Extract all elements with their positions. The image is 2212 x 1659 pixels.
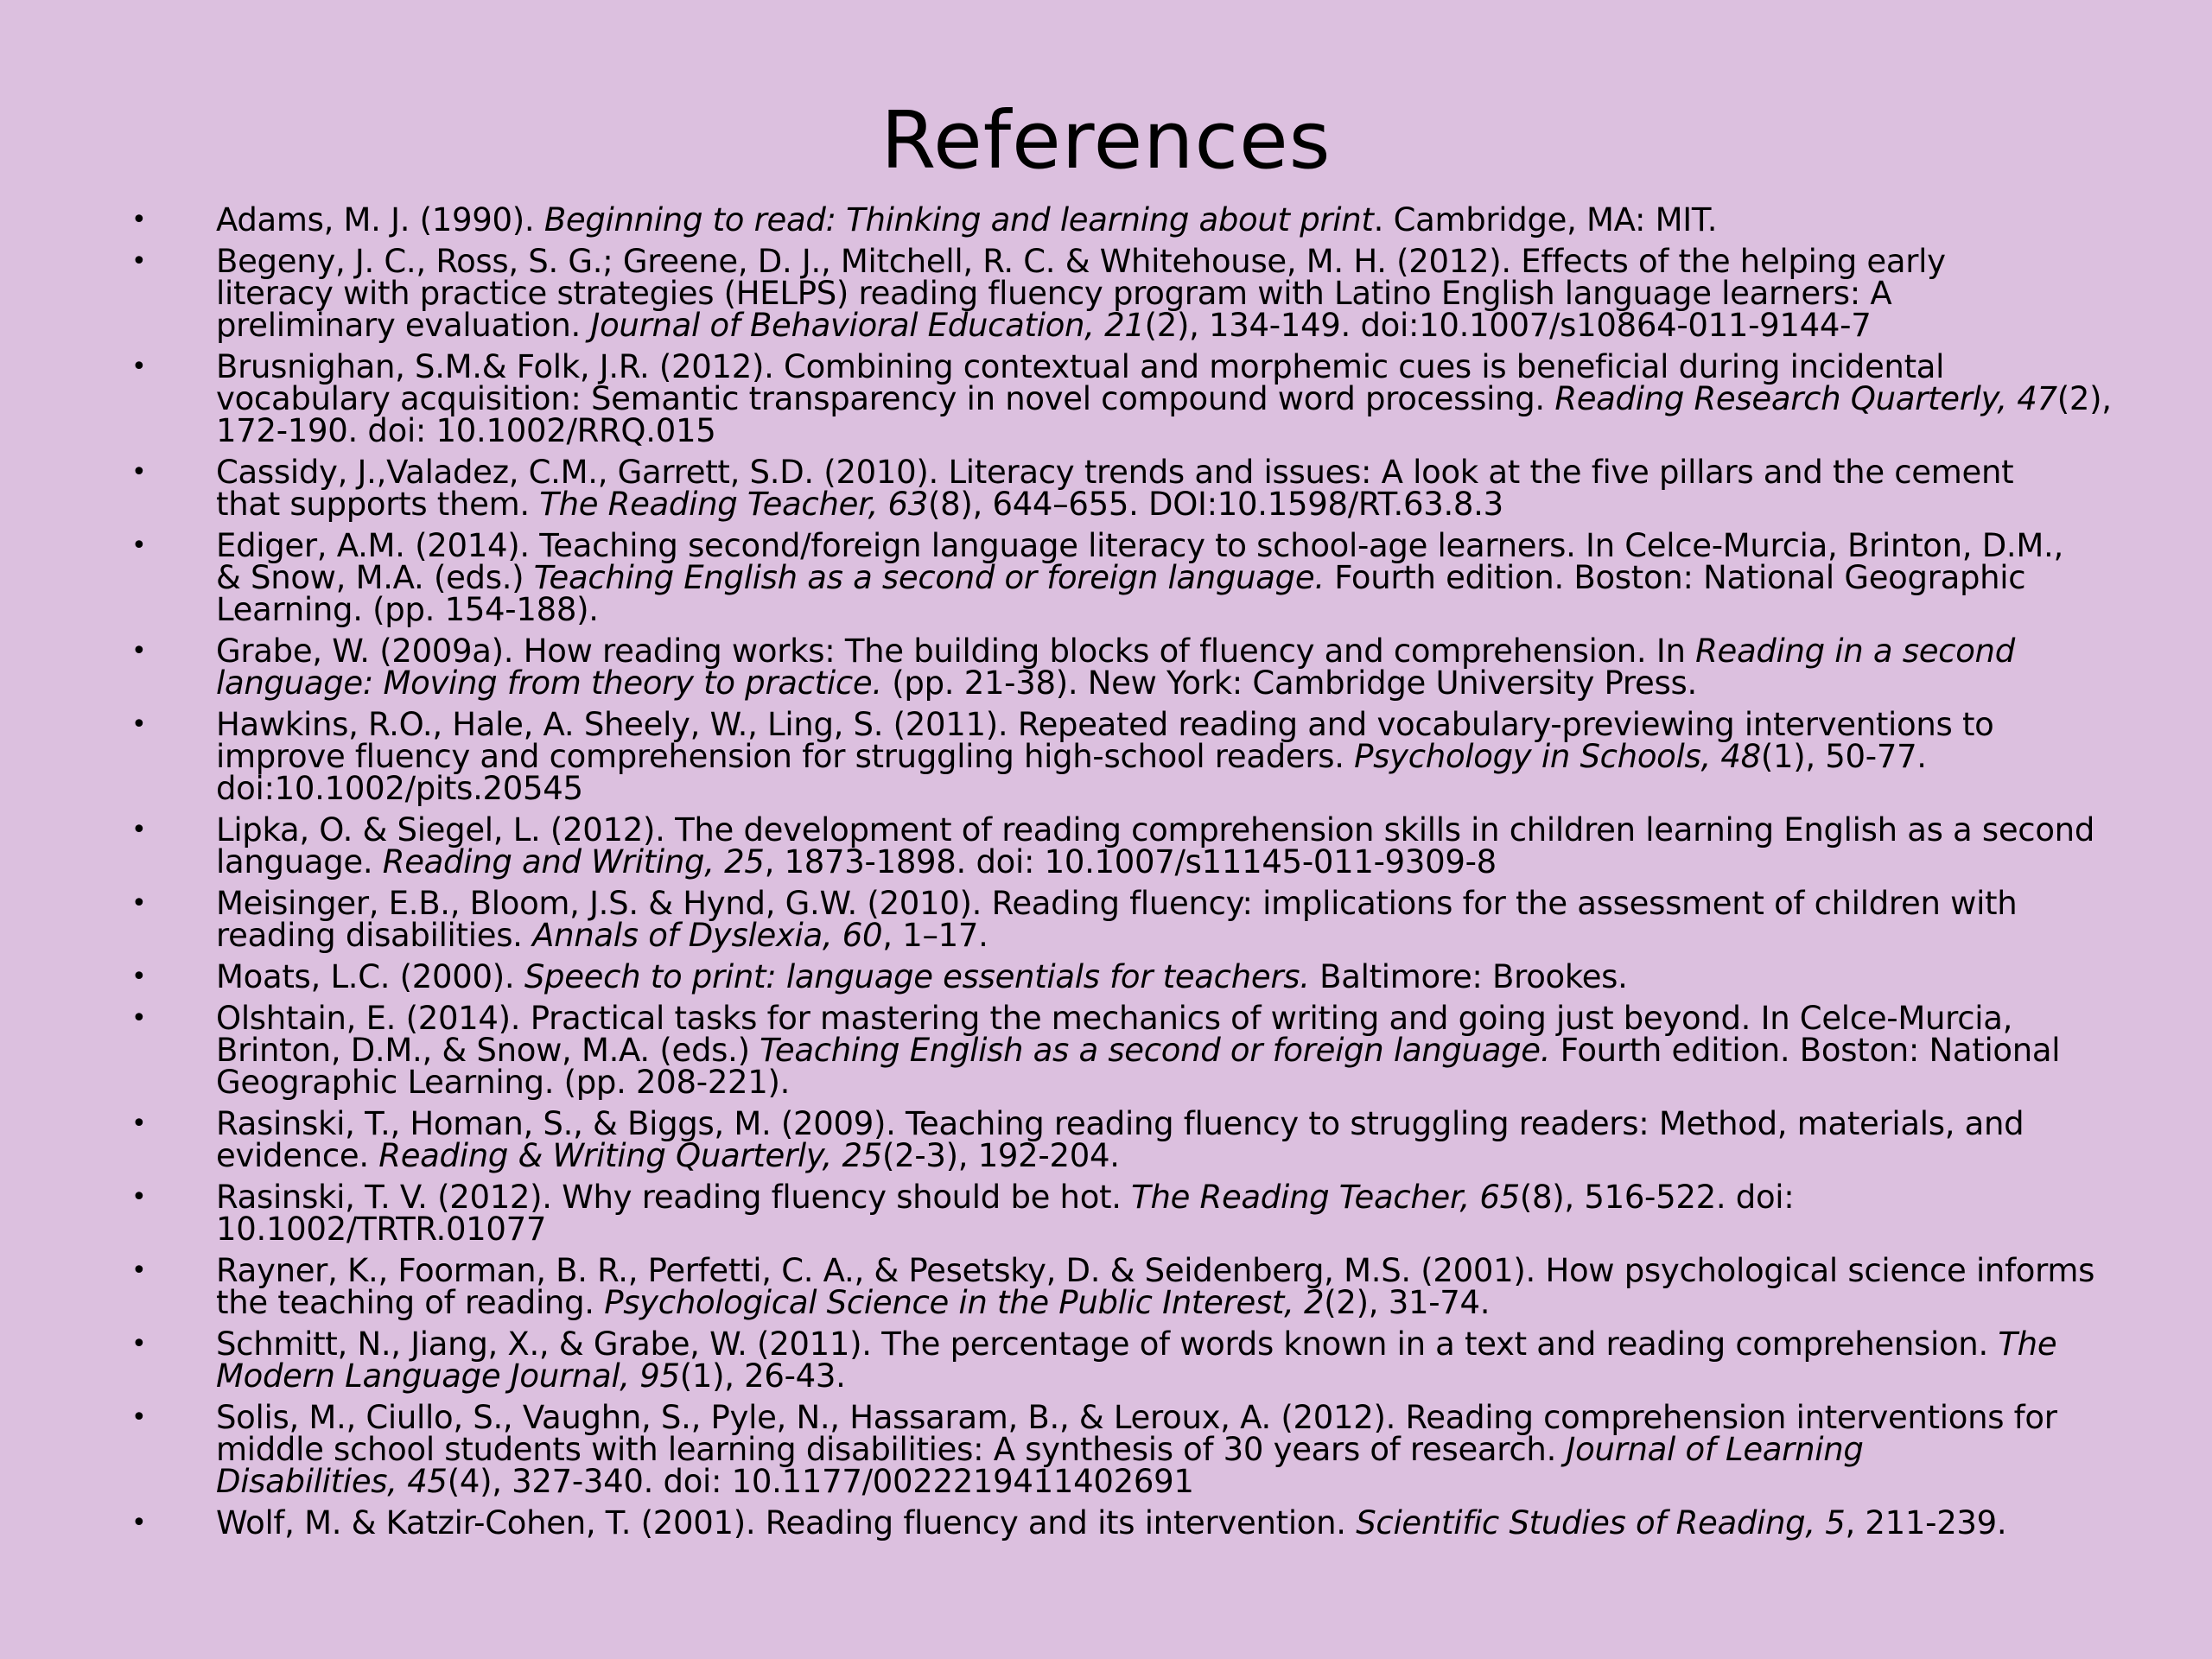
reference-source-italic: Beginning to read: Thinking and learning about print (543, 201, 1374, 238)
reference-text-regular: (2), 134-149. doi:10.1007/s10864-011-9144-7 (1144, 307, 1872, 344)
bullet-icon: • (131, 1402, 147, 1433)
reference-source-italic: Teaching English as a second or foreign language. (760, 1032, 1551, 1069)
reference-item (0, 527, 2212, 628)
bullet-icon: • (131, 205, 147, 235)
bullet-icon: • (131, 962, 147, 992)
reference-text-regular: (2), 31-74. (1324, 1284, 1491, 1321)
reference-item (0, 243, 2212, 344)
reference-text-regular: Lipka, O. & Siegel, L. (2012). The development of reading comprehension skills in children learning English as a second language. (216, 811, 2095, 880)
reference-item (0, 632, 2212, 702)
bullet-icon: • (131, 352, 147, 382)
reference-text-regular: Ediger, A.M. (2014). Teaching second/foreign language literacy to school-age learners. In Celce-Murcia, Brinton, D.M., & Snow, M.A. (eds.) (216, 527, 2063, 596)
reference-text (216, 706, 1994, 807)
bullet-icon: • (131, 1329, 147, 1359)
reference-text (216, 1399, 2057, 1500)
reference-text-regular: Fourth edition. Boston: National Geographic Learning. (pp. 208-221). (216, 1032, 2061, 1101)
reference-text-regular: Meisinger, E.B., Bloom, J.S. & Hynd, G.W. (2010). Reading fluency: implications for the assessment of children with reading disabilities. (216, 885, 2018, 954)
reference-text (216, 1504, 2006, 1541)
reference-item (0, 1105, 2212, 1174)
reference-text-regular: Rasinski, T. V. (2012). Why reading fluency should be hot. (216, 1179, 1132, 1216)
reference-text (216, 811, 2094, 880)
reference-text-regular: , 211-239. (1845, 1504, 2007, 1541)
reference-text (216, 348, 2112, 449)
reference-item (0, 1252, 2212, 1321)
reference-text-regular: Cassidy, J.,Valadez, C.M., Garrett, S.D. (2010). Literacy trends and issues: A look at the five pillars and the cement that supports them. (216, 454, 2014, 523)
reference-text-regular: . Cambridge, MA: MIT. (1373, 201, 1718, 238)
reference-item (0, 1000, 2212, 1101)
reference-text-regular: , 1873-1898. doi: 10.1007/s11145-011-9309-8 (764, 843, 1497, 880)
reference-text-regular: Brusnighan, S.M.& Folk, J.R. (2012). Combining contextual and morphemic cues is beneficial during incidental vocabulary acquisition: Semantic transparency in novel compound word processing. (216, 348, 1945, 417)
reference-source-italic: Reading Research Quarterly, 47 (1554, 380, 2057, 417)
reference-source-italic: The Reading Teacher, 65 (1131, 1179, 1520, 1216)
bullet-icon: • (131, 531, 147, 561)
bullet-icon: • (131, 815, 147, 845)
reference-text (216, 632, 2015, 702)
reference-text (216, 527, 2063, 628)
reference-source-italic: Reading in a second language: Moving from theory to practice. (216, 632, 2015, 702)
reference-text-regular: (8), 516-522. doi: 10.1002/TRTR.01077 (216, 1179, 1795, 1248)
bullet-icon: • (131, 246, 147, 276)
reference-source-italic: The Modern Language Journal, 95 (216, 1325, 2057, 1395)
reference-text-regular: , 1–17. (882, 917, 988, 954)
reference-source-italic: The Reading Teacher, 63 (539, 486, 929, 523)
reference-text-regular: (1), 50-77. doi:10.1002/pits.20545 (216, 738, 1927, 807)
reference-text-regular: Olshtain, E. (2014). Practical tasks for mastering the mechanics of writing and going just beyond. In Celce-Murcia, Brinton, D.M., & Snow, M.A. (eds.) (216, 1000, 2013, 1069)
reference-text-regular: Hawkins, R.O., Hale, A. Sheely, W., Ling, S. (2011). Repeated reading and vocabulary-previewing interventions to improve fluency and comprehension for struggling high-school readers. (216, 706, 1994, 775)
reference-text-regular: Rasinski, T., Homan, S., & Biggs, M. (2009). Teaching reading fluency to struggling readers: Method, materials, and evidence. (216, 1105, 2024, 1174)
reference-text (216, 201, 1717, 238)
reference-text-regular: Solis, M., Ciullo, S., Vaughn, S., Pyle, N., Hassaram, B., & Leroux, A. (2012). Reading comprehension interventions for middle school students with learning disabilities: A synthesis of 30 years of research. (216, 1399, 2057, 1468)
reference-item (0, 1399, 2212, 1500)
reference-source-italic: Reading and Writing, 25 (382, 843, 765, 880)
reference-text-regular: (2), 172-190. doi: 10.1002/RRQ.015 (216, 380, 2112, 449)
bullet-icon: • (131, 1109, 147, 1139)
reference-text-regular: (pp. 21-38). New York: Cambridge University Press. (881, 664, 1697, 702)
reference-item (0, 201, 2212, 238)
reference-text-regular: (8), 644–655. DOI:10.1598/RT.63.8.3 (928, 486, 1503, 523)
reference-source-italic: Journal of Learning Disabilities, 45 (216, 1431, 1864, 1500)
reference-source-italic: Annals of Dyslexia, 60 (532, 917, 883, 954)
reference-text (216, 1000, 2060, 1101)
reference-text-regular: (1), 26-43. (679, 1357, 846, 1395)
reference-item (0, 454, 2212, 523)
reference-item (0, 1179, 2212, 1248)
reference-text (216, 958, 1628, 995)
reference-source-italic: Psychology in Schools, 48 (1354, 738, 1761, 775)
reference-source-italic: Teaching English as a second or foreign language. (533, 559, 1325, 596)
reference-item (0, 958, 2212, 995)
reference-text-regular: Grabe, W. (2009a). How reading works: The building blocks of fluency and comprehension. In (216, 632, 1696, 670)
reference-item (0, 1325, 2212, 1395)
reference-list (0, 201, 2212, 1548)
slide-title: References (880, 94, 1332, 187)
reference-text-regular: (2-3), 192-204. (881, 1137, 1120, 1174)
bullet-icon: • (131, 1003, 147, 1033)
reference-source-italic: Reading & Writing Quarterly, 25 (378, 1137, 882, 1174)
reference-text (216, 454, 2013, 523)
bullet-icon: • (131, 888, 147, 918)
reference-source-italic: Scientific Studies of Reading, 5 (1356, 1504, 1846, 1541)
reference-text-regular: Begeny, J. C., Ross, S. G.; Greene, D. J., Mitchell, R. C. & Whitehouse, M. H. (2012). Effects of the helping early literacy with practice strategies (HELPS) reading fluency program with Latino English language learners: A preliminary evaluation. (216, 243, 1946, 344)
reference-text (216, 1252, 2094, 1321)
bullet-icon: • (131, 1182, 147, 1212)
reference-text-regular: Baltimore: Brookes. (1309, 958, 1628, 995)
reference-text (216, 243, 1946, 344)
reference-text (216, 1105, 2024, 1174)
reference-text (216, 885, 2017, 954)
reference-text-regular: Wolf, M. & Katzir-Cohen, T. (2001). Reading fluency and its intervention. (216, 1504, 1357, 1541)
reference-text-regular: Moats, L.C. (2000). (216, 958, 524, 995)
reference-item (0, 1504, 2212, 1541)
reference-source-italic: Speech to print: language essentials for teachers. (524, 958, 1310, 995)
bullet-icon: • (131, 1508, 147, 1538)
bullet-icon: • (131, 709, 147, 740)
reference-text-regular: Adams, M. J. (1990). (216, 201, 544, 238)
reference-text-regular: Fourth edition. Boston: National Geographic Learning. (pp. 154-188). (216, 559, 2026, 628)
reference-text-regular: Schmitt, N., Jiang, X., & Grabe, W. (2011). The percentage of words known in a text and reading comprehension. (216, 1325, 1999, 1363)
bullet-icon: • (131, 1255, 147, 1286)
bullet-icon: • (131, 636, 147, 666)
reference-text (216, 1325, 2056, 1395)
reference-text (216, 1179, 1794, 1248)
reference-item (0, 811, 2212, 880)
reference-source-italic: Journal of Behavioral Education, 21 (590, 307, 1145, 344)
reference-item (0, 706, 2212, 807)
reference-text-regular: (4), 327-340. doi: 10.1177/0022219411402691 (447, 1463, 1194, 1500)
bullet-icon: • (131, 457, 147, 487)
reference-item (0, 885, 2212, 954)
reference-text-regular: Rayner, K., Foorman, B. R., Perfetti, C. A., & Pesetsky, D. & Seidenberg, M.S. (2001). How psychological science informs the teaching of reading. (216, 1252, 2095, 1321)
reference-item (0, 348, 2212, 449)
reference-source-italic: Psychological Science in the Public Interest, 2 (604, 1284, 1325, 1321)
